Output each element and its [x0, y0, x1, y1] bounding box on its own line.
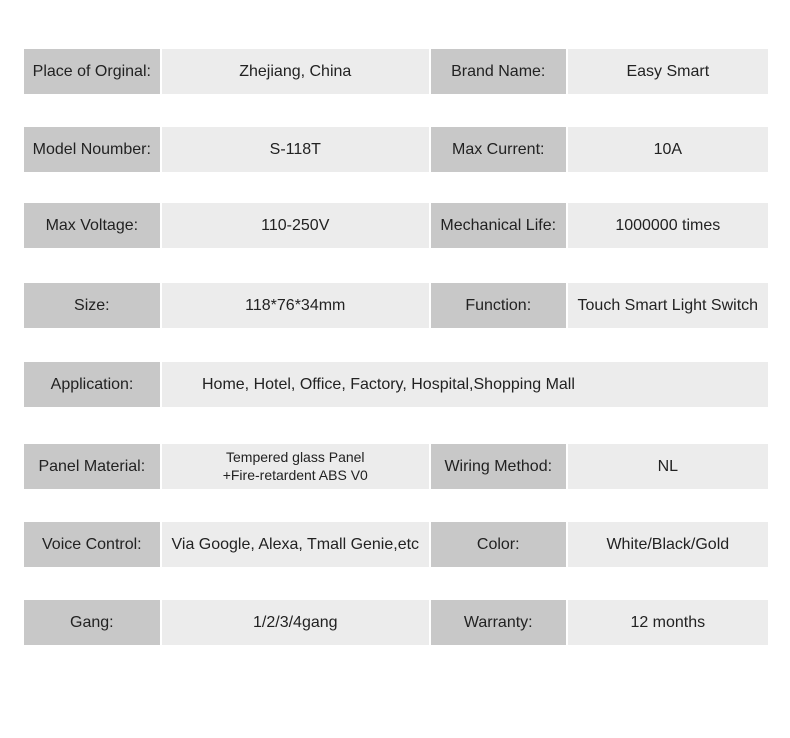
spec-value-application: Home, Hotel, Office, Factory, Hospital,Shopping Mall	[162, 362, 768, 407]
spec-value-panel-material	[162, 444, 429, 489]
spec-label-gang: Gang:	[24, 600, 160, 645]
spec-label-brand-name: Brand Name:	[431, 49, 566, 94]
spec-label-voice-control: Voice Control:	[24, 522, 160, 567]
spec-value-color: White/Black/Gold	[568, 522, 768, 567]
spec-row-voice-control	[24, 522, 768, 567]
spec-value-mechanical-life: 1000000 times	[568, 203, 768, 248]
spec-row-place-of-origin	[24, 49, 768, 94]
spec-row-panel-material	[24, 444, 768, 489]
spec-label-max-current: Max Current:	[431, 127, 566, 172]
spec-label-application: Application:	[24, 362, 160, 407]
spec-label-color: Color:	[431, 522, 566, 567]
spec-value-place-of-origin: Zhejiang, China	[162, 49, 429, 94]
spec-label-place-of-origin: Place of Orginal:	[24, 49, 160, 94]
spec-value-model-number: S-118T	[162, 127, 429, 172]
spec-label-model-number: Model Noumber:	[24, 127, 160, 172]
spec-value-brand-name: Easy Smart	[568, 49, 768, 94]
panel-material-line-1: Tempered glass Panel	[226, 449, 365, 465]
spec-row-gang	[24, 600, 768, 645]
spec-value-max-current: 10A	[568, 127, 768, 172]
spec-label-function: Function:	[431, 283, 566, 328]
spec-label-size: Size:	[24, 283, 160, 328]
spec-value-gang: 1/2/3/4gang	[162, 600, 429, 645]
spec-value-voice-control: Via Google, Alexa, Tmall Genie,etc	[162, 522, 429, 567]
spec-label-mechanical-life: Mechanical Life:	[431, 203, 566, 248]
spec-value-warranty: 12 months	[568, 600, 768, 645]
spec-label-max-voltage: Max Voltage:	[24, 203, 160, 248]
spec-label-panel-material: Panel Material:	[24, 444, 160, 489]
spec-label-wiring-method: Wiring Method:	[431, 444, 566, 489]
spec-row-size	[24, 283, 768, 328]
spec-label-warranty: Warranty:	[431, 600, 566, 645]
spec-row-max-voltage	[24, 203, 768, 248]
spec-value-max-voltage: 110-250V	[162, 203, 429, 248]
spec-row-application	[24, 362, 768, 407]
spec-value-size: 118*76*34mm	[162, 283, 429, 328]
spec-row-model-number	[24, 127, 768, 172]
panel-material-line-2: +Fire-retardent ABS V0	[222, 466, 368, 483]
spec-value-wiring-method: NL	[568, 444, 768, 489]
spec-value-function: Touch Smart Light Switch	[568, 283, 768, 328]
